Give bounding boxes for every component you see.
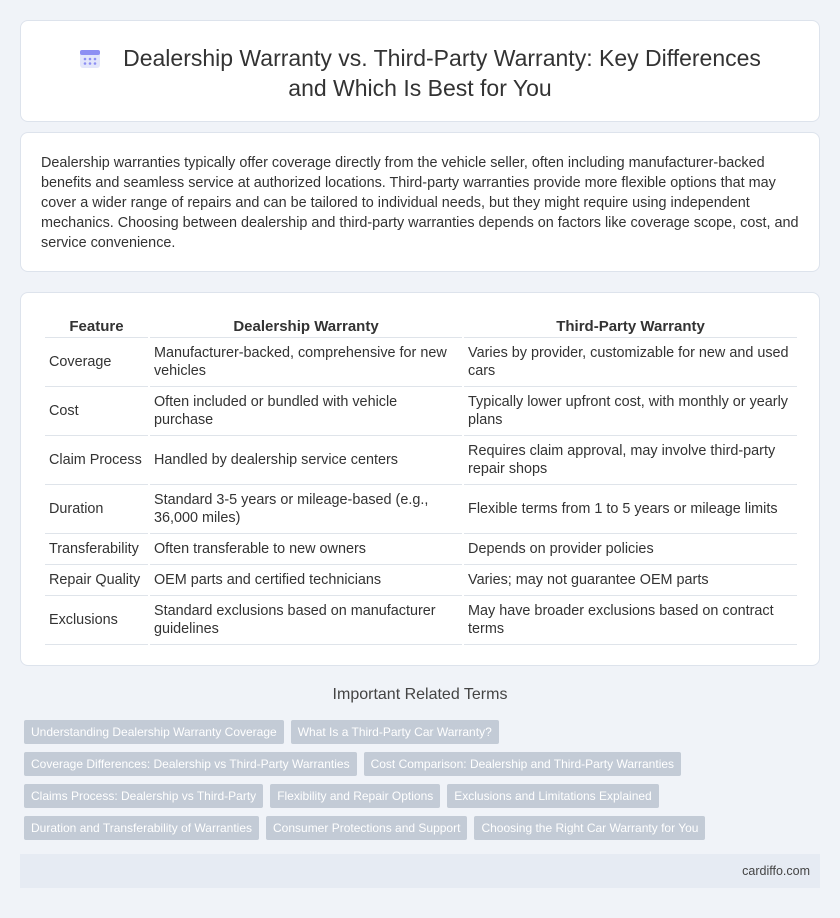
- related-term-tag[interactable]: Choosing the Right Car Warranty for You: [474, 816, 705, 840]
- table-row: [45, 387, 797, 436]
- table-row: [45, 436, 797, 485]
- comparison-table-card: [20, 292, 820, 666]
- footer: [20, 854, 820, 888]
- related-term-tag[interactable]: Exclusions and Limitations Explained: [447, 784, 658, 808]
- summary-card: [20, 132, 820, 272]
- tag-row: [24, 784, 814, 808]
- dealership-cell: OEM parts and certified technicians: [150, 565, 462, 596]
- dealership-cell: Often transferable to new owners: [150, 534, 462, 565]
- related-term-tag[interactable]: Cost Comparison: Dealership and Third-Party Warranties: [364, 752, 681, 776]
- calendar-icon: [79, 46, 101, 68]
- related-term-tag[interactable]: Coverage Differences: Dealership vs Third-Party Warranties: [24, 752, 357, 776]
- header-feature: Feature: [45, 313, 148, 338]
- dealership-cell: Manufacturer-backed, comprehensive for new vehicles: [150, 338, 462, 387]
- header-card: [20, 20, 820, 122]
- feature-cell: Duration: [45, 485, 148, 534]
- table-header-row: [45, 313, 797, 338]
- feature-cell: Transferability: [45, 534, 148, 565]
- related-term-tag[interactable]: What Is a Third-Party Car Warranty?: [291, 720, 499, 744]
- third-party-cell: Varies; may not guarantee OEM parts: [464, 565, 797, 596]
- dealership-cell: Standard exclusions based on manufacturer guidelines: [150, 596, 462, 645]
- page-title-wrap: [21, 43, 819, 103]
- header-third-party: Third-Party Warranty: [464, 313, 797, 338]
- third-party-cell: Varies by provider, customizable for new and used cars: [464, 338, 797, 387]
- feature-cell: Cost: [45, 387, 148, 436]
- feature-cell: Coverage: [45, 338, 148, 387]
- related-terms-title: Important Related Terms: [332, 686, 508, 703]
- header-dealership: Dealership Warranty: [150, 313, 462, 338]
- feature-cell: Claim Process: [45, 436, 148, 485]
- comparison-table: [43, 313, 799, 645]
- table-row: [45, 485, 797, 534]
- summary-text: Dealership warranties typically offer coverage directly from the vehicle seller, often including manufacturer-backed benefits and seamless service at authorized locations. Third-party warranties provide more flexible options that may cover a wider range of repairs and can be tailored to individual needs, but they might require using independent mechanics. Choosing between dealership and third-party warranties depends on factors like coverage scope, cost, and service convenience.: [41, 155, 799, 251]
- table-row: [45, 338, 797, 387]
- third-party-cell: Requires claim approval, may involve third-party repair shops: [464, 436, 797, 485]
- footer-site: cardiffo.com: [742, 864, 810, 878]
- tag-row: [24, 816, 814, 840]
- table-row: [45, 565, 797, 596]
- related-terms-tags: [24, 720, 814, 848]
- third-party-cell: May have broader exclusions based on contract terms: [464, 596, 797, 645]
- feature-cell: Exclusions: [45, 596, 148, 645]
- tag-row: [24, 752, 814, 776]
- third-party-cell: Flexible terms from 1 to 5 years or mileage limits: [464, 485, 797, 534]
- dealership-cell: Standard 3-5 years or mileage-based (e.g., 36,000 miles): [150, 485, 462, 534]
- related-term-tag[interactable]: Consumer Protections and Support: [266, 816, 467, 840]
- tag-row: [24, 720, 814, 744]
- third-party-cell: Depends on provider policies: [464, 534, 797, 565]
- feature-cell: Repair Quality: [45, 565, 148, 596]
- table-row: [45, 534, 797, 565]
- related-term-tag[interactable]: Claims Process: Dealership vs Third-Party: [24, 784, 263, 808]
- dealership-cell: Handled by dealership service centers: [150, 436, 462, 485]
- related-term-tag[interactable]: Understanding Dealership Warranty Coverage: [24, 720, 284, 744]
- related-term-tag[interactable]: Duration and Transferability of Warranties: [24, 816, 259, 840]
- page-title: Dealership Warranty vs. Third-Party Warranty: Key Differences and Which Is Best for You: [123, 45, 761, 101]
- third-party-cell: Typically lower upfront cost, with monthly or yearly plans: [464, 387, 797, 436]
- table-row: [45, 596, 797, 645]
- dealership-cell: Often included or bundled with vehicle purchase: [150, 387, 462, 436]
- related-term-tag[interactable]: Flexibility and Repair Options: [270, 784, 440, 808]
